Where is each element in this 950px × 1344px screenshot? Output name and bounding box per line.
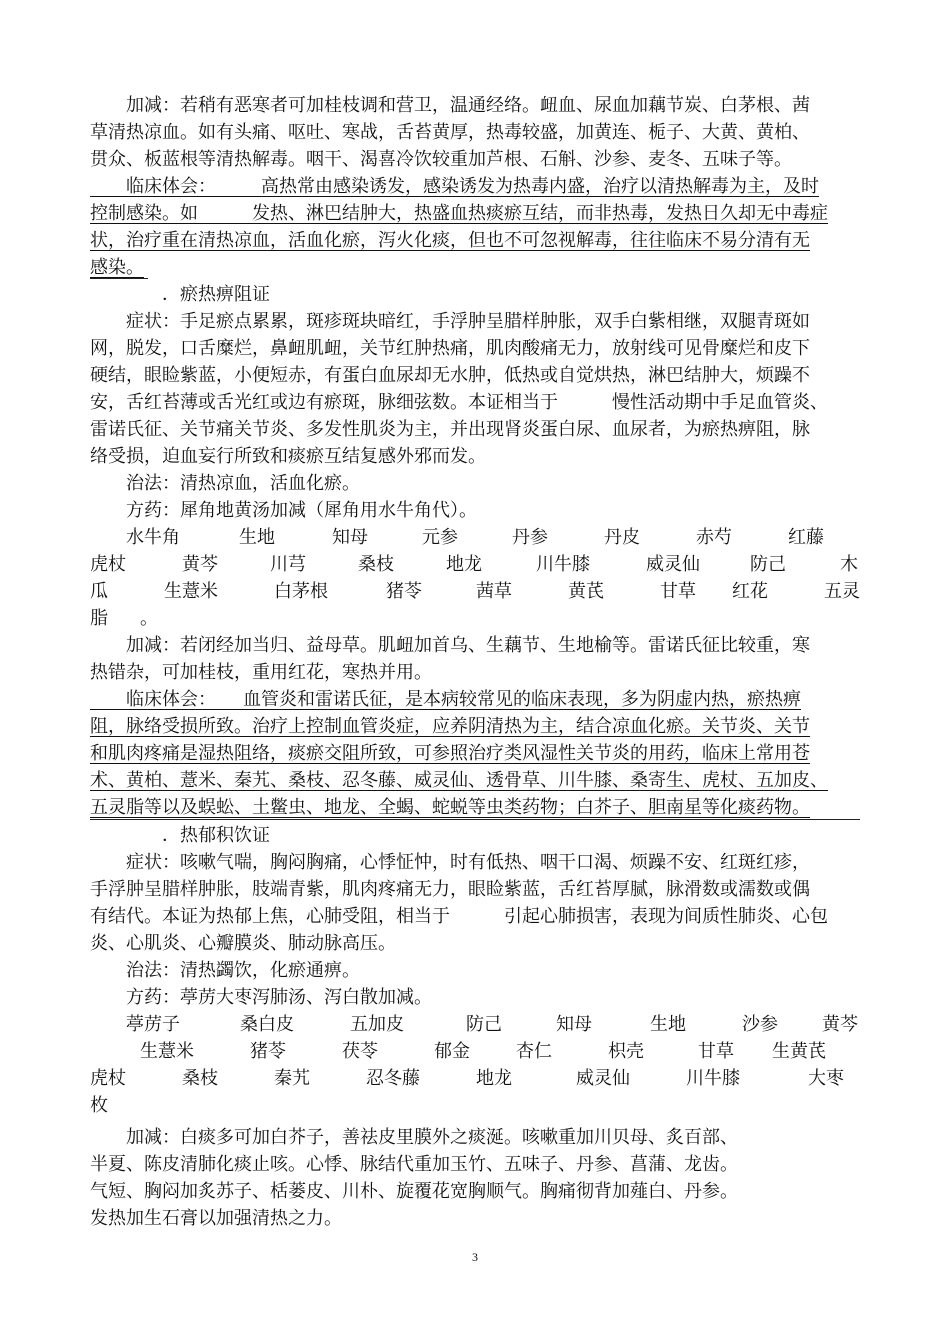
herb-item: 枚 bbox=[90, 1095, 108, 1116]
herb-item: 水牛角 bbox=[126, 527, 180, 548]
herb-item: 生黄芪 bbox=[772, 1041, 826, 1062]
herb-item: 杏仁 bbox=[516, 1041, 552, 1062]
herb-row bbox=[90, 551, 862, 578]
symptom-line: 雷诺氏征、关节痛关节炎、多发性肌炎为主，并出现肾炎蛋白尿、血尿者，为瘀热痹阻，脉 bbox=[90, 419, 810, 440]
herb-item: 川牛膝 bbox=[536, 554, 590, 575]
symptom-line: 安，舌红苔薄或舌光红或边有瘀斑，脉细弦数。本证相当于 慢性活动期中手足血管炎、 bbox=[90, 392, 828, 413]
herb-item: 丹参 bbox=[512, 527, 548, 548]
note-divider bbox=[90, 819, 860, 820]
symptom-line: 症状：手足瘀点累累，斑疹斑块暗红，手浮肿呈腊样肿胀，双手白紫相继，双腿青斑如 bbox=[90, 311, 810, 332]
herb-item: 威灵仙 bbox=[576, 1068, 630, 1089]
herb-item: 脂 bbox=[90, 608, 108, 629]
symptom-line: 手浮肿呈腊样肿胀，肢端青紫，肌肉疼痛无力，眼睑紫蓝，舌红苔厚腻，脉滑数或濡数或偶 bbox=[90, 879, 810, 900]
clinical-note-line: 状，治疗重在清热凉血，活血化瘀，泻火化痰，但也不可忽视解毒，往往临床不易分清有无 bbox=[90, 230, 810, 251]
clinical-note-line: 和肌肉疼痛是湿热阻络，痰瘀交阻所致，可参照治疗类风湿性关节炎的用药，临床上常用苍 bbox=[90, 743, 810, 764]
herb-row bbox=[90, 1038, 862, 1065]
herb-item: 茜草 bbox=[476, 581, 512, 602]
clinical-note-line: 临床体会： 高热常由感染诱发，感染诱发为热毒内盛，治疗以清热解毒为主，及时 bbox=[90, 176, 819, 197]
herb-row bbox=[90, 1011, 862, 1038]
herb-item: 瓜 bbox=[90, 581, 108, 602]
herb-row bbox=[90, 1065, 862, 1092]
herb-item: 甘草 bbox=[660, 581, 696, 602]
herb-item: 生薏米 bbox=[164, 581, 218, 602]
herb-item: 赤芍 bbox=[696, 527, 732, 548]
herb-row bbox=[90, 524, 862, 551]
herb-item: 葶苈子 bbox=[126, 1014, 180, 1035]
herb-item: 木 bbox=[840, 554, 858, 575]
herb-item: 川牛膝 bbox=[686, 1068, 740, 1089]
clinical-note-line: 控制感染。如 发热、淋巴结肿大，热盛血热痰瘀互结，而非热毒，发热日久却无中毒症 bbox=[90, 203, 828, 224]
herb-item: 防己 bbox=[466, 1014, 502, 1035]
herb-item: 丹皮 bbox=[604, 527, 640, 548]
clinical-note-line: 感染。 bbox=[90, 257, 144, 278]
symptom-line: 炎、心肌炎、心瓣膜炎、肺动脉高压。 bbox=[90, 933, 396, 954]
herb-item: 元参 bbox=[422, 527, 458, 548]
symptom-line: 网，脱发，口舌糜烂，鼻衄肌衄，关节红肿热痛，肌肉酸痛无力，放射线可见骨糜烂和皮下 bbox=[90, 338, 810, 359]
modification-line: 加减：若闭经加当归、益母草。肌衄加首乌、生藕节、生地榆等。雷诺氏征比较重，寒 bbox=[90, 635, 810, 656]
herb-item: 枳壳 bbox=[608, 1041, 644, 1062]
herb-item: 川芎 bbox=[270, 554, 306, 575]
herb-item: 黄芩 bbox=[822, 1014, 858, 1035]
herb-item: 地龙 bbox=[446, 554, 482, 575]
section-heading: ．热郁积饮证 bbox=[90, 825, 270, 846]
treatment-line: 治法：清热凉血，活血化瘀。 bbox=[90, 473, 360, 494]
herb-item: 红藤 bbox=[788, 527, 824, 548]
herb-item: 忍冬藤 bbox=[366, 1068, 420, 1089]
herb-list bbox=[90, 524, 862, 632]
clinical-note-line: 术、黄柏、薏米、秦艽、桑枝、忍冬藤、威灵仙、透骨草、川牛膝、桑寄生、虎杖、五加皮、 bbox=[90, 770, 828, 791]
section-heading: ．瘀热痹阻证 bbox=[90, 284, 270, 305]
formula-line: 方药：葶苈大枣泻肺汤、泻白散加减。 bbox=[90, 987, 432, 1008]
clinical-note-line: 五灵脂等以及蜈蚣、土鳖虫、地龙、全蝎、蛇蜕等虫类药物；白芥子、胆南星等化痰药物。 bbox=[90, 797, 810, 818]
paragraph-line: 贯众、板蓝根等清热解毒。咽干、渴喜冷饮较重加芦根、石斛、沙参、麦冬、五味子等。 bbox=[90, 149, 792, 170]
symptom-line: 络受损，迫血妄行所致和痰瘀互结复感外邪而发。 bbox=[90, 446, 486, 467]
note-divider bbox=[90, 278, 148, 279]
herb-item: 生地 bbox=[650, 1014, 686, 1035]
herb-item: 黄芪 bbox=[568, 581, 604, 602]
herb-row bbox=[90, 1092, 862, 1119]
herb-item: 桑枝 bbox=[182, 1068, 218, 1089]
herb-item: 。 bbox=[140, 608, 158, 629]
modification-line: 发热加生石膏以加强清热之力。 bbox=[90, 1208, 342, 1229]
symptom-line: 硬结，眼睑紫蓝，小便短赤，有蛋白血尿却无水肿，低热或自觉烘热，淋巴结肿大，烦躁不 bbox=[90, 365, 810, 386]
paragraph-line: 加减：若稍有恶寒者可加桂枝调和营卫，温通经络。衄血、尿血加藕节炭、白茅根、茜 bbox=[90, 95, 810, 116]
herb-row bbox=[90, 578, 862, 605]
herb-item: 生薏米 bbox=[140, 1041, 194, 1062]
herb-item: 秦艽 bbox=[274, 1068, 310, 1089]
herb-item: 五灵 bbox=[824, 581, 860, 602]
formula-line: 方药：犀角地黄汤加减（犀角用水牛角代）。 bbox=[90, 500, 477, 521]
herb-item: 桑白皮 bbox=[240, 1014, 294, 1035]
herb-item: 甘草 bbox=[698, 1041, 734, 1062]
herb-row bbox=[90, 605, 862, 632]
herb-item: 大枣 bbox=[808, 1068, 844, 1089]
herb-item: 虎杖 bbox=[90, 1068, 126, 1089]
herb-item: 黄芩 bbox=[182, 554, 218, 575]
herb-item: 猪苓 bbox=[386, 581, 422, 602]
clinical-note-line: 临床体会： 血管炎和雷诺氏征，是本病较常见的临床表现，多为阴虚内热，瘀热痹 bbox=[90, 689, 801, 710]
herb-item: 生地 bbox=[239, 527, 275, 548]
herb-item: 知母 bbox=[332, 527, 368, 548]
herb-list bbox=[90, 1011, 862, 1119]
herb-item: 虎杖 bbox=[90, 554, 126, 575]
herb-item: 郁金 bbox=[434, 1041, 470, 1062]
herb-item: 五加皮 bbox=[350, 1014, 404, 1035]
herb-item: 白茅根 bbox=[274, 581, 328, 602]
herb-item: 猪苓 bbox=[250, 1041, 286, 1062]
herb-item: 红花 bbox=[732, 581, 768, 602]
herb-item: 沙参 bbox=[742, 1014, 778, 1035]
clinical-note-line: 阻，脉络受损所致。治疗上控制血管炎症，应养阴清热为主，结合凉血化瘀。关节炎、关节 bbox=[90, 716, 810, 737]
symptom-line: 有结代。本证为热郁上焦，心肺受阻，相当于 引起心肺损害，表现为间质性肺炎、心包 bbox=[90, 906, 828, 927]
herb-item: 茯苓 bbox=[342, 1041, 378, 1062]
symptom-line: 症状：咳嗽气喘，胸闷胸痛，心悸怔忡，时有低热、咽干口渴、烦躁不安、红斑红疹， bbox=[90, 852, 810, 873]
modification-line: 气短、胸闷加炙苏子、栝蒌皮、川朴、旋覆花宽胸顺气。胸痛彻背加薤白、丹参。 bbox=[90, 1181, 738, 1202]
herb-item: 防己 bbox=[750, 554, 786, 575]
page-number: 3 bbox=[472, 1250, 478, 1264]
modification-line: 半夏、陈皮清肺化痰止咳。心悸、脉结代重加玉竹、五味子、丹参、菖蒲、龙齿。 bbox=[90, 1154, 738, 1175]
modification-line: 加减：白痰多可加白芥子，善祛皮里膜外之痰涎。咳嗽重加川贝母、炙百部、 bbox=[90, 1127, 738, 1148]
herb-item: 地龙 bbox=[476, 1068, 512, 1089]
herb-item: 威灵仙 bbox=[646, 554, 700, 575]
herb-item: 桑枝 bbox=[358, 554, 394, 575]
herb-item: 知母 bbox=[556, 1014, 592, 1035]
modification-line: 热错杂，可加桂枝，重用红花，寒热并用。 bbox=[90, 662, 432, 683]
treatment-line: 治法：清热蠲饮，化瘀通痹。 bbox=[90, 960, 360, 981]
paragraph-line: 草清热凉血。如有头痛、呕吐、寒战，舌苔黄厚，热毒较盛，加黄连、栀子、大黄、黄柏、 bbox=[90, 122, 810, 143]
